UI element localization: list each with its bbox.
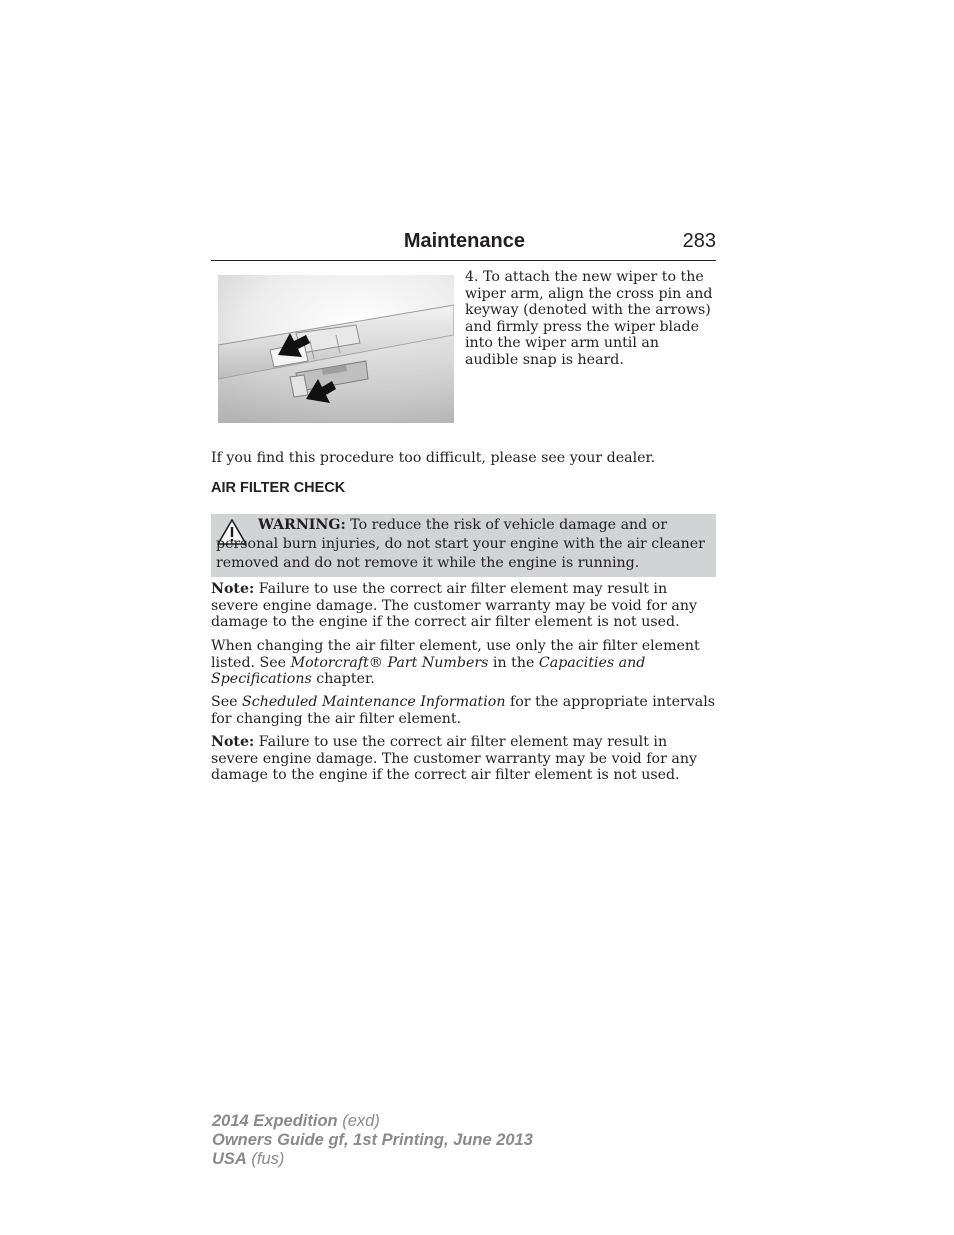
schedule-paragraph bbox=[211, 694, 716, 727]
footer-line-1 bbox=[212, 1112, 533, 1131]
wiper-arm-drawing bbox=[218, 275, 454, 423]
footer-line-2: Owners Guide gf, 1st Printing, June 2013 bbox=[212, 1131, 533, 1149]
cross-reference-part-numbers: Motorcraft® Part Numbers bbox=[290, 654, 489, 671]
text-run: in the bbox=[488, 654, 539, 671]
text-run: chapter. bbox=[311, 671, 375, 687]
warning-body: To reduce the risk of vehicle damage and or personal burn injuries, do not start your engine with the air cleaner removed and do not remove it while the engine is running. bbox=[216, 517, 705, 571]
footer-line-3 bbox=[212, 1150, 533, 1169]
note-label: Note: bbox=[211, 734, 255, 750]
page-footer bbox=[212, 1112, 533, 1169]
footer-model: 2014 Expedition bbox=[212, 1112, 338, 1130]
changing-paragraph bbox=[211, 638, 716, 688]
cross-reference-capacities: Capacities and Specifications bbox=[211, 654, 646, 687]
cross-reference-scheduled-maintenance: Scheduled Maintenance Information bbox=[242, 694, 506, 710]
section-title: Maintenance bbox=[403, 230, 525, 252]
page-number: 283 bbox=[682, 230, 716, 252]
note-1 bbox=[211, 581, 716, 631]
wiper-illustration bbox=[218, 275, 454, 423]
text-run: When changing the air filter element, use only the air filter element listed. See bbox=[211, 638, 700, 671]
warning-box bbox=[211, 514, 716, 577]
warning-text bbox=[216, 516, 711, 573]
text-run: for the appropriate intervals for changing the air filter element. bbox=[211, 694, 716, 727]
dealer-note: If you find this procedure too difficult, please see your dealer. bbox=[211, 450, 656, 466]
note-body: Failure to use the correct air filter element may result in severe engine damage. The customer warranty may be void for any damage to the engine if the correct air filter element is not used. bbox=[211, 734, 697, 783]
note-body: Failure to use the correct air filter element may result in severe engine damage. The customer warranty may be void for any damage to the engine if the correct air filter element is not used. bbox=[211, 581, 697, 630]
page-header bbox=[211, 228, 716, 261]
note-2 bbox=[211, 734, 716, 784]
section-heading: AIR FILTER CHECK bbox=[211, 480, 346, 496]
note-label: Note: bbox=[211, 581, 255, 597]
footer-model-code: (exd) bbox=[337, 1112, 380, 1130]
warning-label: WARNING: bbox=[258, 517, 346, 533]
text-run: See bbox=[211, 694, 243, 710]
footer-market: USA bbox=[212, 1150, 247, 1168]
footer-market-code: (fus) bbox=[246, 1150, 285, 1168]
step-4-text: 4. To attach the new wiper to the wiper arm, align the cross pin and keyway (denoted with the arrows) and firmly press the wiper blade into the wiper arm until an audible snap is heard. bbox=[465, 269, 713, 368]
